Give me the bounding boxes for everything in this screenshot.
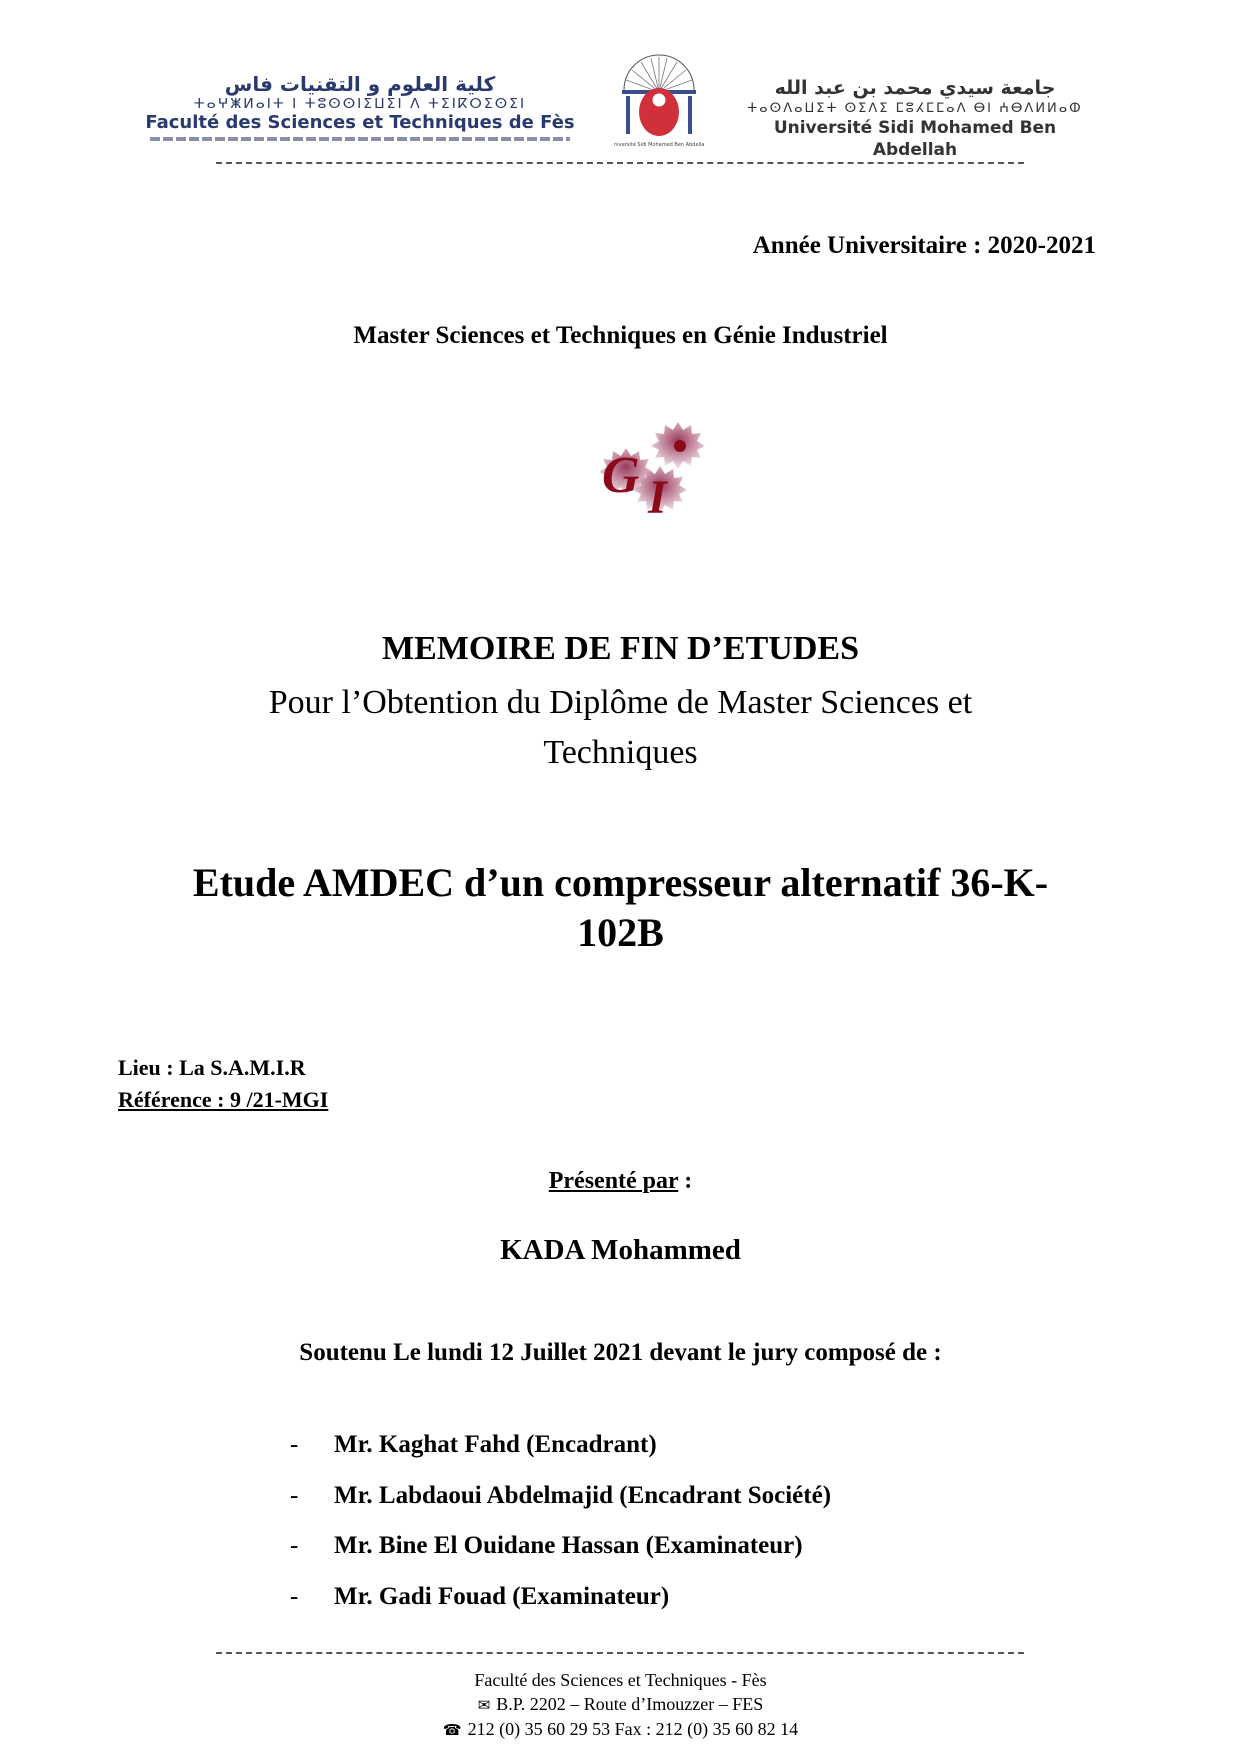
- jury-member-name: Mr. Labdaoui Abdelmajid (Encadrant Société): [334, 1481, 832, 1509]
- university-name-tifinagh: ⵜⴰⵙⴷⴰⵡⵉⵜ ⵙⵉⴷⵉ ⵎⵓⵃⵎⵎⴰⴷ ⴱⵏ ⵄⴱⴷⵍⵍⴰⵀ: [747, 101, 1083, 116]
- title-line-2: 102B: [577, 910, 664, 955]
- purpose-line-1: Pour l’Obtention du Diplôme de Master Sciences et: [268, 684, 973, 721]
- purpose-line-2: Techniques: [543, 734, 698, 771]
- footer-address-text: B.P. 2202 – Route d’Imouzzer – FES: [496, 1694, 764, 1714]
- document-purpose: [0, 678, 1241, 778]
- list-dash: -: [290, 1431, 299, 1459]
- footer-institution: Faculté des Sciences et Techniques - Fès: [474, 1670, 767, 1690]
- university-logo-text: [730, 76, 1100, 161]
- list-dash: -: [290, 1582, 299, 1610]
- faculty-name-arabic: كلية العلوم و التقنيات فاس: [224, 72, 496, 96]
- phone-icon: ☎: [442, 1721, 462, 1739]
- faculty-name-tifinagh: ⵜⴰⵖⵥⵍⴰⵏⵜ ⵏ ⵜⵓⵙⵙⵏⵉⵡⵉⵏ ⴷ ⵜⵉⵏⴽⵔⵉⵙⵉⵏ: [193, 96, 527, 112]
- footer: [0, 1668, 1241, 1742]
- list-dash: -: [290, 1532, 299, 1560]
- university-name-arabic: جامعة سيدي محمد بن عبد الله: [774, 77, 1056, 99]
- location-reference-block: [118, 1052, 328, 1116]
- jury-member-name: Mr. Gadi Fouad (Examinateur): [334, 1582, 670, 1610]
- svg-text:G: G: [602, 447, 640, 504]
- faculty-logo-text: [140, 72, 580, 141]
- jury-member: [290, 1521, 831, 1572]
- thesis-title: [0, 858, 1241, 958]
- svg-text:Université Sidi Mohamed Ben Ab: Université Sidi Mohamed Ben Abdellah: [614, 142, 704, 148]
- reference: Référence : 9 /21-MGI: [118, 1087, 329, 1112]
- defense-info: Soutenu Le lundi 12 Juillet 2021 devant le jury composé de :: [299, 1339, 942, 1366]
- gi-logo-icon: [588, 420, 718, 545]
- academic-year: Année Universitaire : 2020-2021: [752, 232, 1096, 259]
- mail-icon: ✉: [477, 1696, 491, 1714]
- author-name: KADA Mohammed: [500, 1234, 741, 1266]
- jury-member: [290, 1420, 831, 1471]
- university-name-french: Université Sidi Mohamed Ben Abdellah: [773, 118, 1057, 160]
- program-name: Master Sciences et Techniques en Génie Industriel: [353, 322, 888, 349]
- presented-by-label: Présenté par: [548, 1168, 679, 1194]
- faculty-logo-underline: [150, 137, 570, 141]
- faculty-name-french: Faculté des Sciences et Techniques de Fès: [145, 112, 575, 133]
- university-seal-icon: [614, 50, 704, 150]
- footer-address: [0, 1692, 1241, 1717]
- header-divider: [216, 162, 1024, 164]
- svg-text:I: I: [648, 471, 667, 524]
- location: Lieu : La S.A.M.I.R: [118, 1055, 306, 1080]
- title-line-1: Etude AMDEC d’un compresseur alternatif 36-K-: [192, 860, 1049, 905]
- jury-member-name: Mr. Bine El Ouidane Hassan (Examinateur): [334, 1532, 803, 1560]
- document-type: MEMOIRE DE FIN D’ETUDES: [382, 630, 859, 667]
- footer-phone-text: 212 (0) 35 60 29 53 Fax : 212 (0) 35 60 82 14: [467, 1719, 799, 1739]
- jury-list: [290, 1420, 831, 1622]
- presented-by: [0, 1168, 1241, 1195]
- presented-by-colon: :: [678, 1168, 693, 1194]
- jury-member: [290, 1572, 831, 1623]
- list-dash: -: [290, 1481, 299, 1509]
- jury-member: [290, 1471, 831, 1522]
- footer-divider: [216, 1652, 1024, 1654]
- jury-member-name: Mr. Kaghat Fahd (Encadrant): [334, 1431, 657, 1459]
- footer-phone: [0, 1717, 1241, 1742]
